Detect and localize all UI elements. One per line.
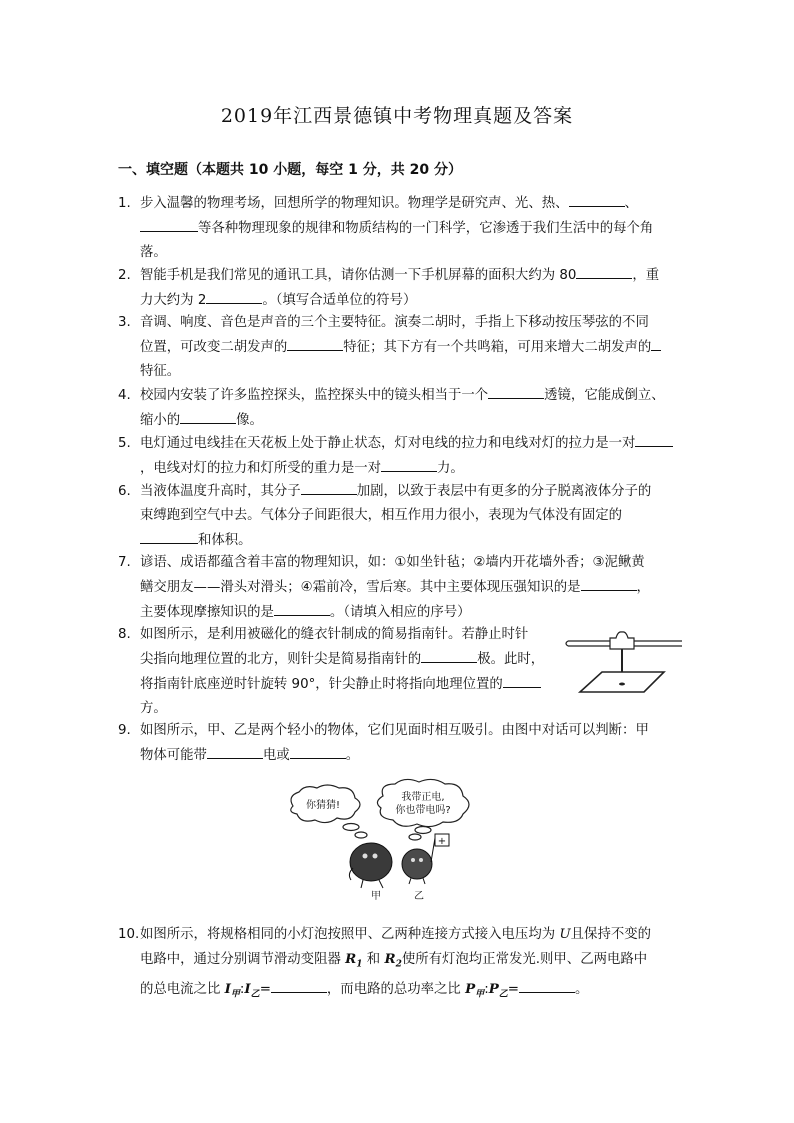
question-number: 1. bbox=[118, 196, 131, 211]
question-number: 9. bbox=[118, 723, 131, 738]
question-text: 当液体温度升高时，其分子 bbox=[140, 484, 301, 499]
answer-blank[interactable] bbox=[206, 288, 262, 304]
question-text: 尖指向地理位置的北方，则针尖是简易指南针的 bbox=[140, 652, 422, 667]
question-text: 如图所示，甲、乙是两个轻小的物体，它们见面时相互吸引。由图中对话可以判断：甲 bbox=[140, 723, 649, 738]
question-number: 6. bbox=[118, 484, 131, 499]
question-9 bbox=[118, 719, 678, 768]
question-number: 3. bbox=[118, 315, 131, 330]
answer-blank[interactable] bbox=[635, 431, 673, 447]
object-jia bbox=[349, 843, 392, 888]
question-4 bbox=[118, 383, 678, 433]
answer-blank[interactable] bbox=[569, 191, 625, 207]
magnetized-needle bbox=[566, 632, 682, 649]
question-text: 位置，可改变二胡发声的 bbox=[140, 340, 288, 355]
answer-blank[interactable] bbox=[287, 335, 343, 351]
question-6 bbox=[118, 479, 678, 553]
answer-blank[interactable] bbox=[207, 743, 263, 759]
answer-blank[interactable] bbox=[488, 383, 544, 399]
answer-blank[interactable] bbox=[301, 479, 357, 495]
compass-needle-figure bbox=[562, 628, 692, 698]
answer-blank[interactable] bbox=[519, 977, 575, 993]
question-text: 。 bbox=[345, 748, 360, 763]
question-10: 10.如图所示，将规格相同的小灯泡按照甲、乙两种连接方式接入电压均为 U且保持不变的 电路中，通过分别调节滑动变阻器 $R_1$ 和 $R_2$使所有灯泡均正常发光.则甲、乙两电路中 的总电流之比 $I_甲:I_乙=$ ，而电路的总功率之比 $P_甲:P_乙=$ 。 bbox=[118, 923, 678, 1006]
question-text: 如图所示，将规格相同的小灯泡按照甲、乙两种连接方式接入电压均为 bbox=[140, 927, 556, 942]
section-heading: 一、填空题（本题共 10 小题，每空 1 分，共 20 分） bbox=[118, 162, 462, 178]
question-text: 且保持不变的 bbox=[570, 927, 652, 942]
answer-blank[interactable] bbox=[180, 408, 236, 424]
question-number: 10. bbox=[118, 927, 140, 942]
bubble-text-right-line1: 我带正电, bbox=[401, 792, 445, 803]
question-text: 特征。 bbox=[140, 364, 181, 379]
question-7 bbox=[118, 551, 678, 625]
question-text: 等各种物理现象的规律和物质结构的一门科学，它渗透于我们生活中的每个角 bbox=[198, 221, 654, 236]
document-title: 2019年江西景德镇中考物理真题及答案 bbox=[220, 105, 574, 127]
question-text: 电灯通过电线挂在天花板上处于静止状态，灯对电线的拉力和电线对灯的拉力是一对 bbox=[140, 436, 636, 451]
question-text: 电或 bbox=[262, 748, 290, 763]
question-number: 4. bbox=[118, 388, 131, 403]
question-text: 鳝交朋友——滑头对滑头；④霜前冷，雪后寒。其中主要体现压强知识的是 bbox=[140, 580, 581, 595]
question-text: 、 bbox=[624, 196, 638, 211]
answer-blank[interactable] bbox=[274, 600, 330, 616]
question-text: ，重 bbox=[632, 268, 660, 283]
question-text: 步入温馨的物理考场，回想所学的物理知识。物理学是研究声、光、热、 bbox=[140, 196, 569, 211]
question-text: 力大约为 2 bbox=[140, 293, 207, 308]
answer-blank[interactable] bbox=[576, 263, 632, 279]
question-text: 束缚跑到空气中去。气体分子间距很大，相互作用力很小，表现为气体没有固定的 bbox=[140, 508, 623, 523]
thought-bubble-right bbox=[377, 779, 469, 826]
question-number: 7. bbox=[118, 555, 131, 570]
question-text: 特征；其下方有一个共鸣箱，可用来增大二胡发声的 bbox=[343, 340, 652, 355]
question-text: 将指南针底座逆时针旋转 90°，针尖静止时将指向地理位置的 bbox=[140, 677, 503, 692]
question-text: 的总电流之比 bbox=[140, 981, 221, 997]
question-text: 极。此时， bbox=[477, 652, 545, 667]
charged-objects-figure bbox=[283, 778, 508, 903]
question-text: 缩小的 bbox=[140, 413, 181, 428]
resistor-r1: $R_1$ bbox=[345, 951, 363, 970]
question-text: 谚语、成语都蕴含着丰富的物理知识，如：①如坐针毡；②墙内开花墙外香；③泥鳅黄 bbox=[140, 555, 645, 570]
question-5 bbox=[118, 431, 678, 481]
answer-blank[interactable] bbox=[290, 743, 346, 759]
resistor-r2: $R_2$ bbox=[384, 951, 402, 970]
answer-blank[interactable] bbox=[651, 335, 661, 351]
question-text: 透镜，它能成倒立、 bbox=[544, 388, 665, 403]
question-number: 5. bbox=[118, 436, 131, 451]
answer-blank[interactable] bbox=[503, 672, 541, 688]
answer-blank[interactable] bbox=[381, 456, 437, 472]
question-text: ，而电路的总功率之比 bbox=[326, 981, 461, 997]
question-text: ， bbox=[636, 580, 650, 595]
question-text: 像。 bbox=[236, 413, 263, 428]
answer-blank[interactable] bbox=[271, 977, 327, 993]
power-yi: $P_乙$ bbox=[488, 980, 508, 1000]
answer-blank[interactable] bbox=[581, 575, 637, 591]
question-text: 物体可能带 bbox=[140, 748, 207, 763]
question-1 bbox=[118, 191, 678, 265]
question-text: 加剧，以致于表层中有更多的分子脱离液体分子的 bbox=[356, 484, 652, 499]
power-jia: $P_甲$ bbox=[465, 980, 485, 1000]
flag-plus-sign: + bbox=[437, 836, 447, 847]
question-text: 方。 bbox=[140, 701, 167, 716]
question-text: 音调、响度、音色是声音的三个主要特征。演奏二胡时，手指上下移动按压琴弦的不同 bbox=[140, 315, 649, 330]
answer-blank[interactable] bbox=[140, 216, 198, 232]
voltage-symbol: U bbox=[559, 927, 571, 942]
question-text: 使所有灯泡均正常发光.则甲、乙两电路中 bbox=[401, 952, 648, 967]
question-text: 落。 bbox=[140, 245, 167, 260]
question-text: 如图所示，是利用被磁化的缝衣针制成的简易指南针。若静止时针 bbox=[140, 627, 529, 642]
current-jia: $I_甲$ bbox=[224, 980, 240, 1000]
answer-blank[interactable] bbox=[421, 647, 477, 663]
question-number: 2. bbox=[118, 268, 131, 283]
question-text: 和 bbox=[366, 952, 381, 967]
question-text: 。（请填入相应的序号） bbox=[329, 605, 471, 620]
question-text: 智能手机是我们常见的通讯工具，请你估测一下手机屏幕的面积大约为 80 bbox=[140, 268, 577, 283]
question-text: 。（填写合适单位的符号） bbox=[262, 293, 417, 308]
base-plate bbox=[580, 672, 664, 692]
bubble-text-right-line2: 你也带电吗? bbox=[395, 805, 451, 816]
bubble-text-left: 你猜猜! bbox=[305, 800, 341, 811]
question-text: 和体积。 bbox=[198, 533, 252, 548]
question-8 bbox=[118, 623, 558, 721]
question-text: 。 bbox=[575, 981, 589, 997]
label-yi: 乙 bbox=[414, 891, 424, 902]
current-yi: $I_乙$ bbox=[244, 980, 260, 1000]
question-number: 8. bbox=[118, 627, 131, 642]
question-text: 力。 bbox=[437, 461, 464, 476]
answer-blank[interactable] bbox=[140, 528, 198, 544]
question-3 bbox=[118, 311, 678, 384]
question-text: ，电线对灯的拉力和灯所受的重力是一对 bbox=[140, 461, 382, 476]
object-yi bbox=[402, 838, 435, 884]
label-jia: 甲 bbox=[371, 891, 381, 902]
question-text: 电路中，通过分别调节滑动变阻器 bbox=[140, 952, 341, 967]
question-text: 主要体现摩擦知识的是 bbox=[140, 605, 274, 620]
question-2 bbox=[118, 263, 678, 313]
question-text: 校园内安装了许多监控探头，监控探头中的镜头相当于一个 bbox=[140, 388, 489, 403]
